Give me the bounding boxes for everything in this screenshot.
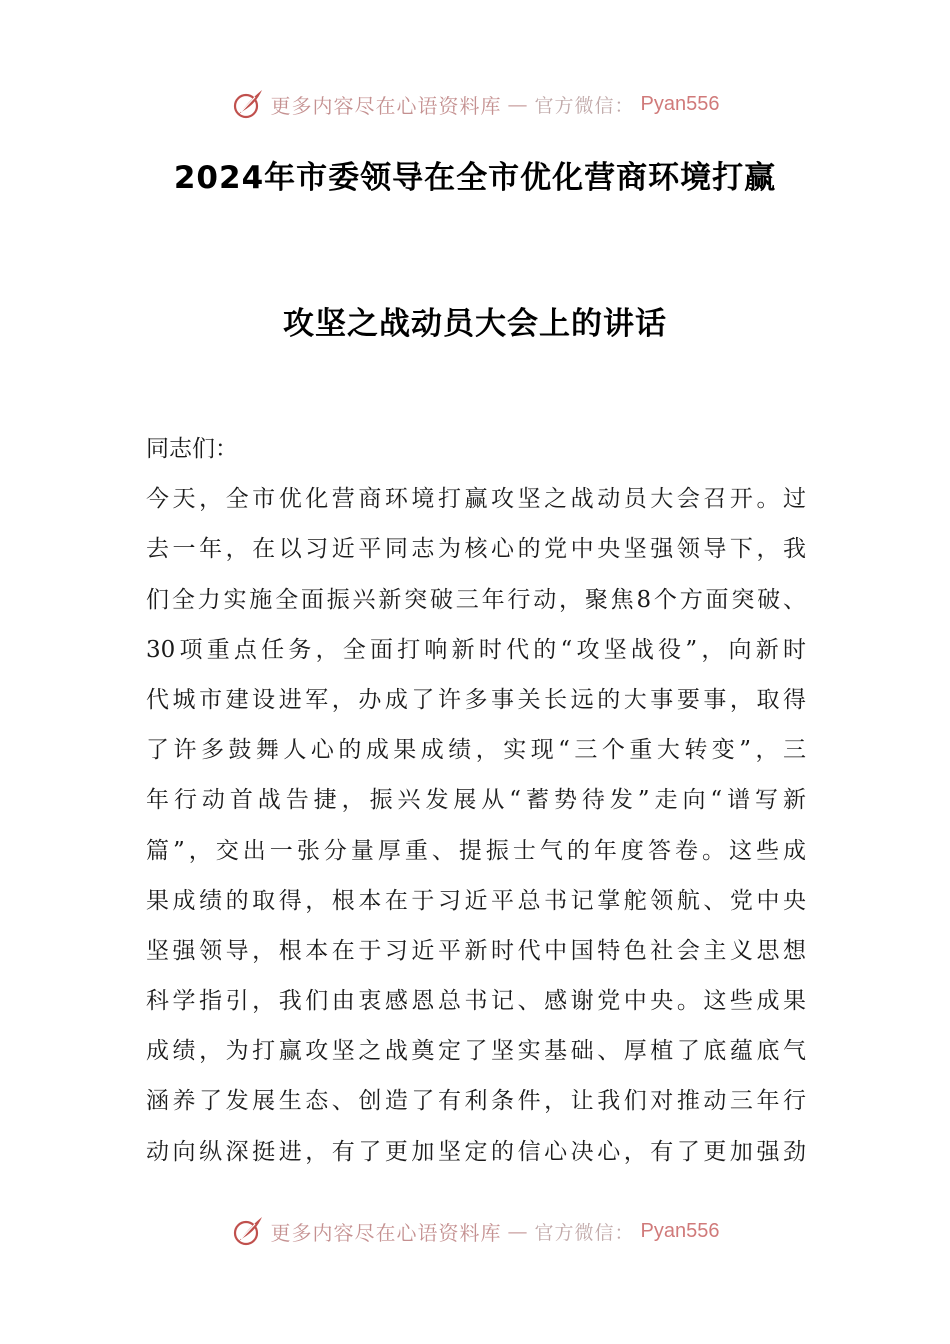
document-title-line-1: 2024年市委领导在全市优化营商环境打赢 <box>173 160 777 196</box>
quill-logo-icon <box>231 87 265 121</box>
watermark-wechat-label: 官方微信： <box>534 94 635 117</box>
body-line: 篇”，交出一张分量厚重、提振士气的年度答卷。这些成 <box>146 837 806 864</box>
speech-body <box>146 424 806 1177</box>
watermark-wechat-label: 官方微信： <box>534 1221 635 1244</box>
watermark-separator: — <box>507 92 529 116</box>
header-watermark <box>0 84 950 124</box>
body-line: 涵养了发展生态、创造了有利条件，让我们对推动三年行 <box>146 1088 806 1115</box>
body-line: 们全力实施全面振兴新突破三年行动，聚焦8个方面突破、 <box>146 586 806 613</box>
body-line: 30项重点任务，全面打响新时代的“攻坚战役”，向新时 <box>146 636 806 663</box>
body-line: 年行动首战告捷，振兴发展从“蓄势待发”走向“谱写新 <box>146 787 806 814</box>
body-line: 了许多鼓舞人心的成果成绩，实现“三个重大转变”，三 <box>146 737 806 764</box>
body-line: 果成绩的取得，根本在于习近平总书记掌舵领航、党中央 <box>146 887 806 914</box>
watermark-separator: — <box>507 1219 529 1243</box>
watermark-wechat-id: Pyan556 <box>640 1219 720 1242</box>
body-line: 动向纵深挺进，有了更加坚定的信心决心，有了更加强劲 <box>146 1138 806 1165</box>
document-title-line-2: 攻坚之战动员大会上的讲话 <box>283 306 667 342</box>
body-line: 坚强领导，根本在于习近平新时代中国特色社会主义思想 <box>146 937 806 964</box>
salutation: 同志们： <box>146 436 238 462</box>
footer-watermark <box>0 1211 950 1251</box>
watermark-text: 更多内容尽在心语资料库 <box>270 1220 502 1245</box>
body-line: 去一年，在以习近平同志为核心的党中央坚强领导下，我 <box>146 536 806 563</box>
body-line: 科学指引，我们由衷感恩总书记、感谢党中央。这些成果 <box>146 988 806 1015</box>
quill-logo-icon <box>231 1214 265 1248</box>
body-line: 成绩，为打赢攻坚之战奠定了坚实基础、厚植了底蕴底气 <box>146 1038 806 1065</box>
body-line: 代城市建设进军，办成了许多事关长远的大事要事，取得 <box>146 686 806 713</box>
watermark-wechat-id: Pyan556 <box>640 92 720 115</box>
body-line: 今天，全市优化营商环境打赢攻坚之战动员大会召开。过 <box>146 486 806 513</box>
watermark-text: 更多内容尽在心语资料库 <box>270 93 502 118</box>
